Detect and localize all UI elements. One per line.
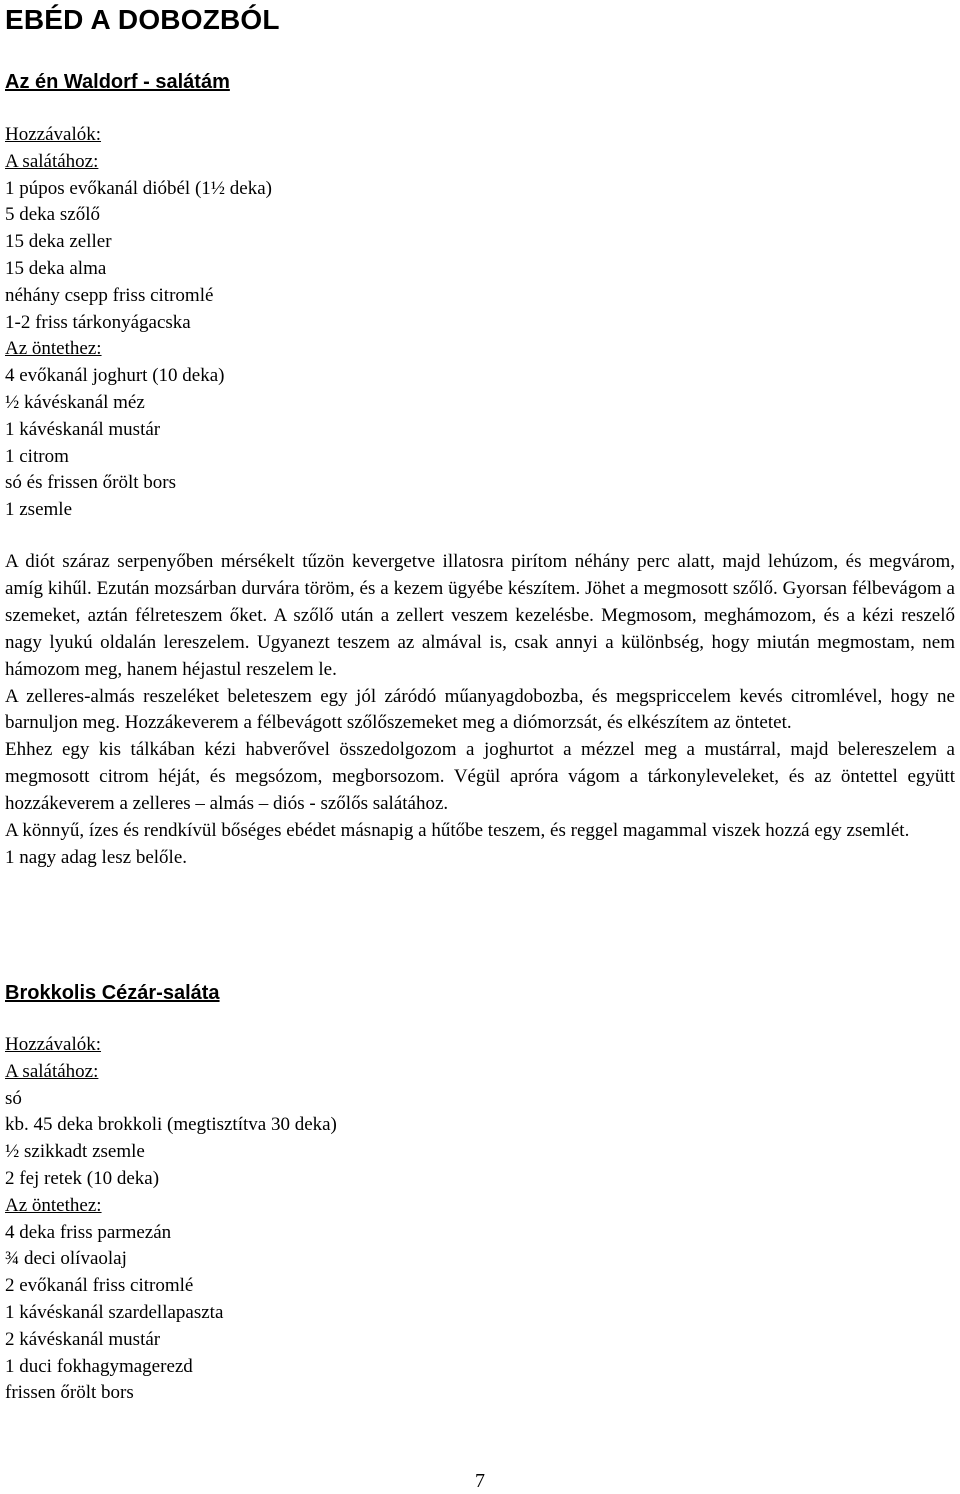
method-paragraph: Ehhez egy kis tálkában kézi habverővel összedolgozom a joghurtot a mézzel meg a mustárral, majd belereszelem a megmosott citrom héját, és megsózom, megborsozom. Végül apróra vágom a tárkonyleveleket, és az öntettel együtt hozzákeverem a zelleres – almás – diós - szőlős salátához. <box>5 739 955 815</box>
ingredient-item: 2 kávéskanál mustár <box>5 1328 161 1350</box>
ingredients-heading: Hozzávalók: <box>5 1034 102 1055</box>
salad-subheading: A salátához: <box>5 1060 99 1082</box>
ingredient-item: só és frissen őrölt bors <box>5 472 176 494</box>
recipe-title-waldorf: Az én Waldorf - salátám <box>5 71 230 93</box>
ingredient-item: 4 deka friss parmezán <box>5 1221 172 1243</box>
ingredient-item: 1 duci fokhagymagerezd <box>5 1355 193 1377</box>
ingredient-item: 15 deka alma <box>5 257 107 279</box>
yield-note: 1 nagy adag lesz belőle. <box>5 846 188 868</box>
ingredient-item: néhány csepp friss citromlé <box>5 284 214 306</box>
recipe-waldorf-ingredients <box>5 122 955 524</box>
dressing-subheading: Az öntethez: <box>5 338 102 360</box>
ingredient-item: 1 kávéskanál mustár <box>5 418 161 440</box>
ingredient-item: 2 evőkanál friss citromlé <box>5 1275 194 1297</box>
ingredient-item: ½ kávéskanál méz <box>5 391 145 413</box>
ingredient-item: 1 zsemle <box>5 499 73 521</box>
ingredients-heading: Hozzávalók: <box>5 124 102 145</box>
recipe-broccoli-ingredients <box>5 1032 955 1407</box>
ingredient-item: 1 púpos evőkanál dióbél (1½ deka) <box>5 177 272 199</box>
page-number: 7 <box>475 1470 485 1492</box>
method-paragraph: A diót száraz serpenyőben mérsékelt tűzön kevergetve illatosra pirítom néhány perc alatt, majd lehúzom, és megvárom, amíg kihűl. Ezután mozsárban durvára töröm, és a kezem ügyébe készítem. Jöhet a megmosott szőlő. Gyorsan félbevágom a szemeket, aztán félreteszem őket. A szőlő után a zellert veszem kezelésbe. Megmosom, meghámozom, és a kézi reszelő nagy lyukú oldalán lereszelem. Ugyanezt teszem az almával is, csak annyi a különbség, hogy miután megmostam, nem hámozom meg, hanem héjastul reszelem le. <box>5 551 955 680</box>
ingredient-item: 1 kávéskanál szardellapaszta <box>5 1301 224 1323</box>
ingredient-item: 2 fej retek (10 deka) <box>5 1167 160 1189</box>
method-paragraph: A zelleres-almás reszeléket beleteszem egy jól záródó műanyagdobozba, és megspriccelem kevés citromlével, hogy ne barnuljon meg. Hozzákeverem a félbevágott szőlőszemeket meg a diómorzsát, és elkészítem az öntetet. <box>5 685 955 734</box>
ingredient-item: 5 deka szőlő <box>5 204 100 226</box>
document-title: EBÉD A DOBOZBÓL <box>5 4 280 35</box>
recipe-waldorf-method <box>5 549 955 872</box>
dressing-subheading: Az öntethez: <box>5 1194 102 1216</box>
ingredient-item: 1 citrom <box>5 445 69 467</box>
ingredient-item: só <box>5 1087 22 1109</box>
ingredient-item: kb. 45 deka brokkoli (megtisztítva 30 deka) <box>5 1114 337 1136</box>
method-paragraph: A könnyű, ízes és rendkívül bőséges ebédet másnapig a hűtőbe teszem, és reggel magammal viszek hozzá egy zsemlét. <box>5 820 910 842</box>
salad-subheading: A salátához: <box>5 150 99 172</box>
ingredient-item: 1-2 friss tárkonyágacska <box>5 311 191 333</box>
ingredient-item: 4 evőkanál joghurt (10 deka) <box>5 365 225 387</box>
recipe-title-broccoli-caesar: Brokkolis Cézár-saláta <box>5 982 220 1004</box>
ingredient-item: ¾ deci olívaolaj <box>5 1248 127 1270</box>
ingredient-item: ½ szikkadt zsemle <box>5 1141 145 1163</box>
ingredient-item: 15 deka zeller <box>5 231 112 253</box>
ingredient-item: frissen őrölt bors <box>5 1382 134 1404</box>
